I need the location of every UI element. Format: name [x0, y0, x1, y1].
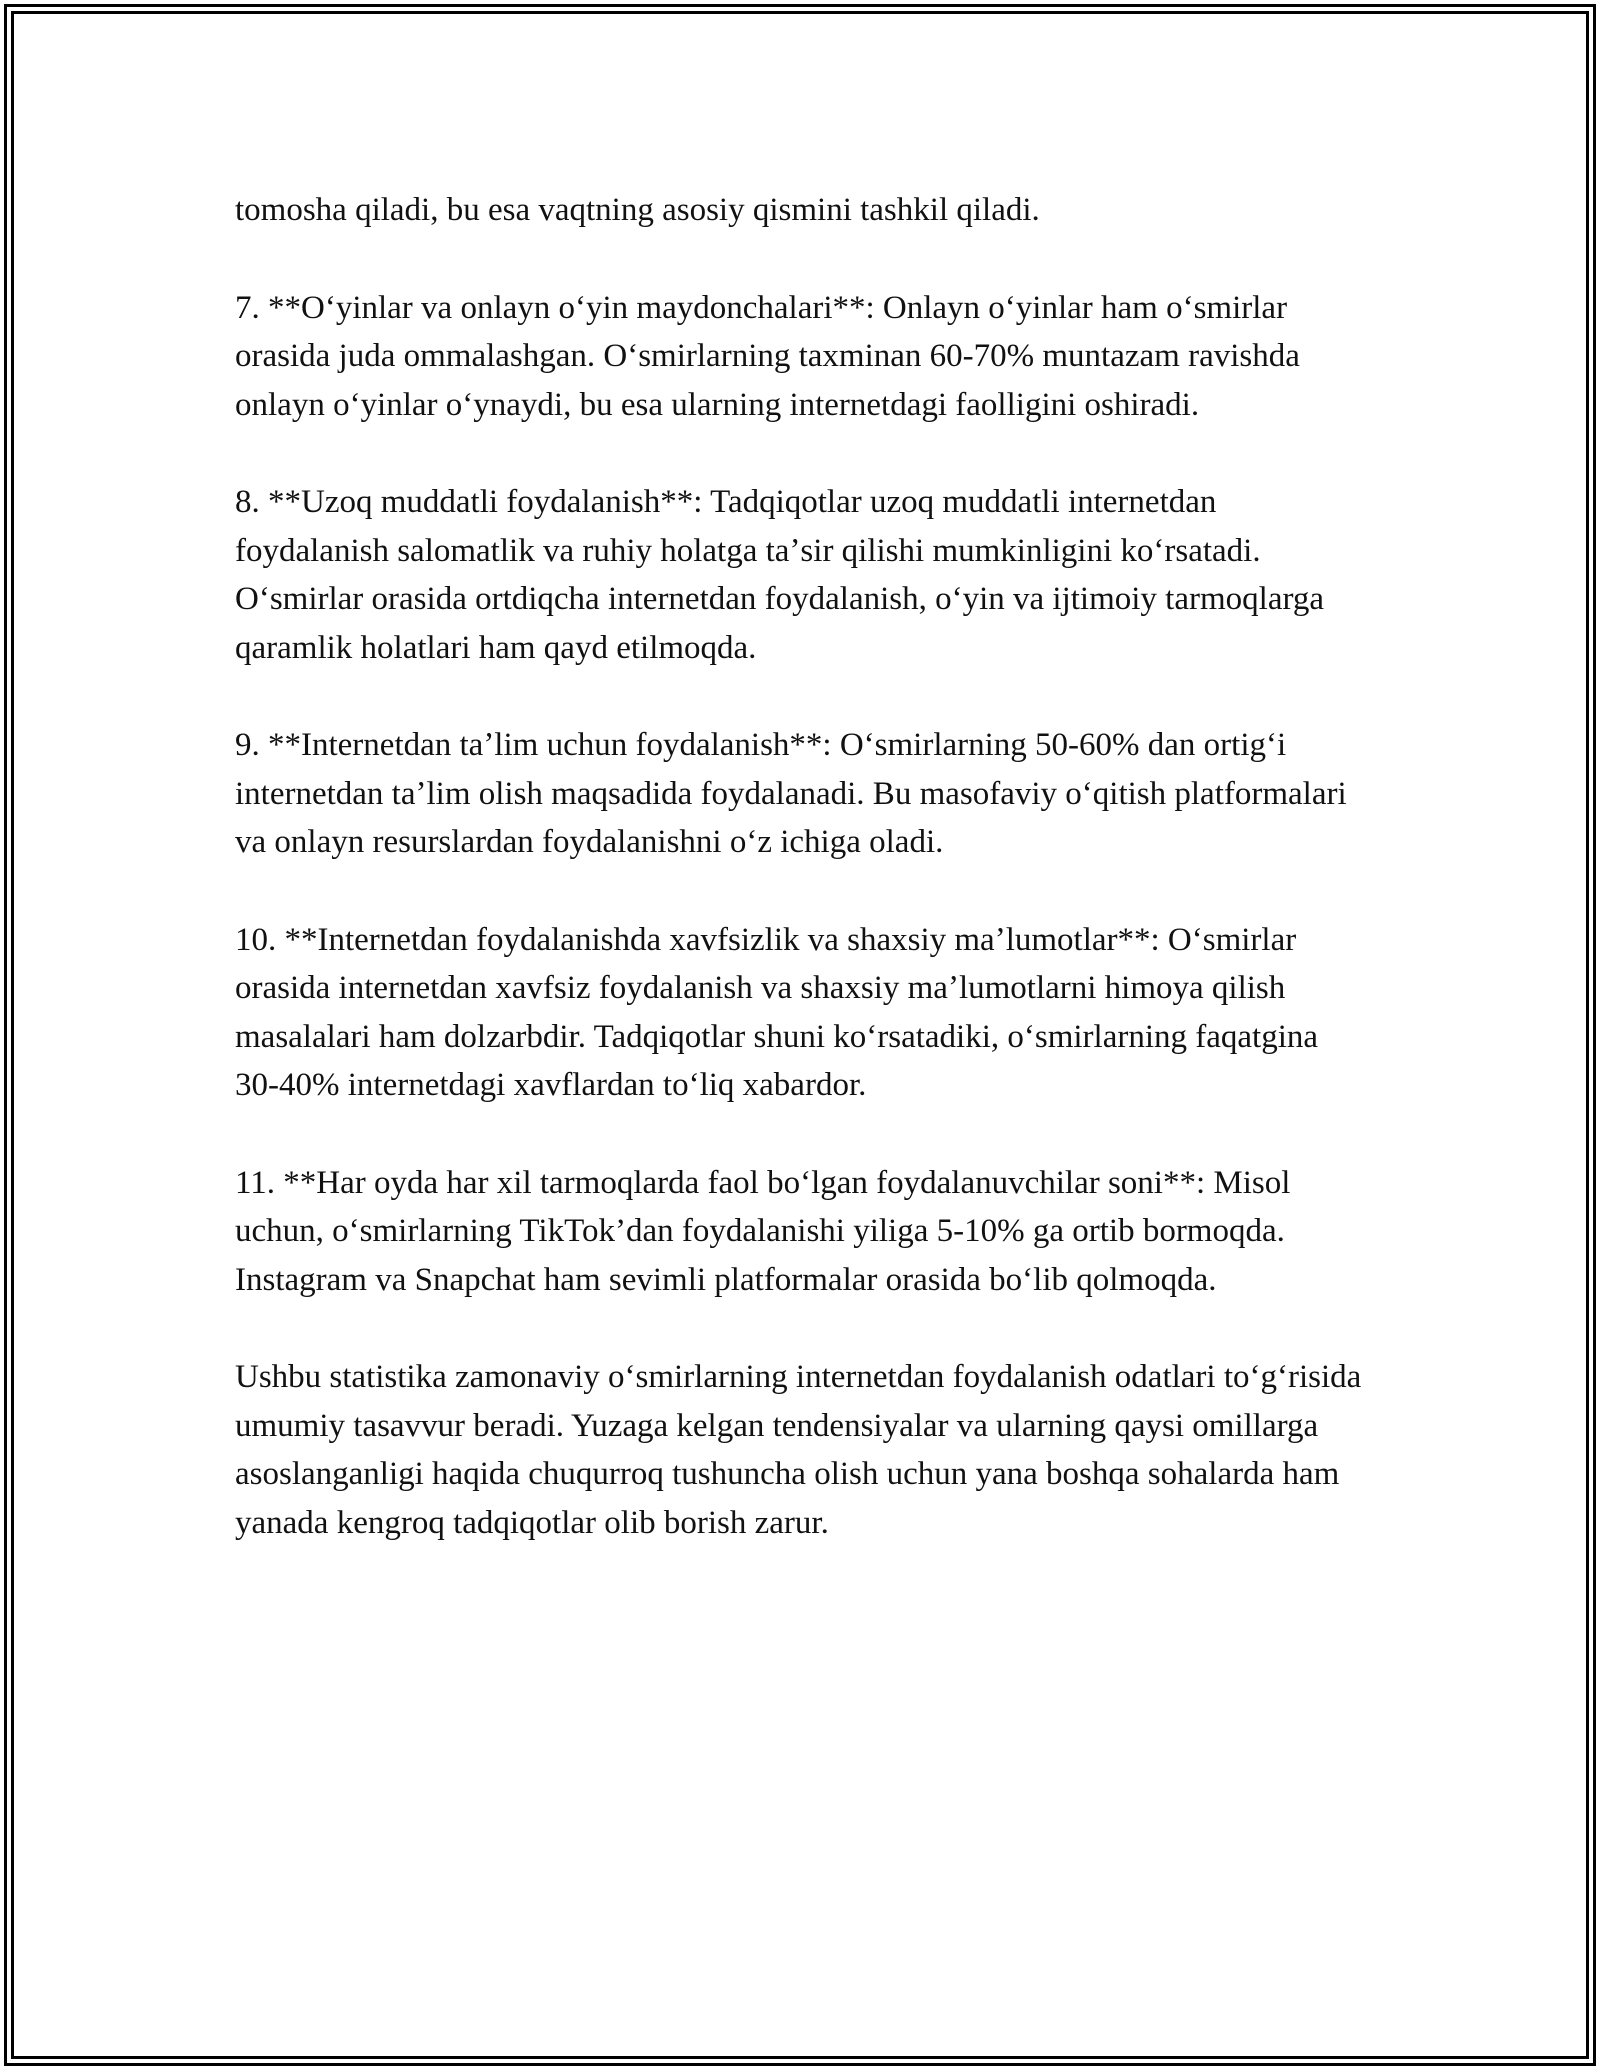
- paragraph-continuation: tomosha qiladi, bu esa vaqtning asosiy qismini tashkil qiladi.: [235, 192, 1040, 228]
- paragraph-conclusion: Ushbu statistika zamonaviy oʻsmirlarning internetdan foydalanish odatlari toʻgʻrisida umumiy tasavvur beradi. Yuzaga kelgan tendensiyalar va ularning qaysi omillarga asoslanganligi haqida chuqurroq tushuncha olish uchun yana boshqa sohalarda ham yanada kengroq tadqiqotlar olib borish zarur.: [235, 1359, 1362, 1541]
- paragraph-item-9-education: 9. **Internetdan taʼlim uchun foydalanish**: Oʻsmirlarning 50-60% dan ortigʻi internetdan taʼlim olish maqsadida foydalanadi. Bu masofaviy oʻqitish platformalari va onlayn resurslardan foydalanishni oʻz ichiga oladi.: [235, 727, 1347, 860]
- document-body: [235, 186, 1365, 1596]
- paragraph-item-7-games: 7. **Oʻyinlar va onlayn oʻyin maydonchalari**: Onlayn oʻyinlar ham oʻsmirlar orasida juda ommalashgan. Oʻsmirlarning taxminan 60-70% muntazam ravishda onlayn oʻyinlar oʻynaydi, bu esa ularning internetdagi faolligini oshiradi.: [235, 289, 1300, 423]
- paragraph-item-10-safety: 10. **Internetdan foydalanishda xavfsizlik va shaxsiy maʼlumotlar**: Oʻsmirlar orasida internetdan xavfsiz foydalanish va shaxsiy maʼlumotlarni himoya qilish masalalari ham dolzarbdir. Tadqiqotlar shuni koʻrsatadiki, oʻsmirlarning faqatgina 30-40% internetdagi xavflardan toʻliq xabardor.: [235, 921, 1319, 1103]
- paragraph-item-11-active-users: 11. **Har oyda har xil tarmoqlarda faol boʻlgan foydalanuvchilar soni**: Misol uchun, oʻsmirlarning TikTok’dan foydalanishi yiliga 5-10% ga ortib bormoqda. Instagram va Snapchat ham sevimli platformalar orasida boʻlib qolmoqda.: [235, 1164, 1291, 1298]
- paragraph-item-8-long-term-use: 8. **Uzoq muddatli foydalanish**: Tadqiqotlar uzoq muddatli internetdan foydalanish salomatlik va ruhiy holatga taʼsir qilishi mumkinligini koʻrsatadi. Oʻsmirlar orasida ortdiqcha internetdan foydalanish, oʻyin va ijtimoiy tarmoqlarga qaramlik holatlari ham qayd etilmoqda.: [235, 484, 1324, 666]
